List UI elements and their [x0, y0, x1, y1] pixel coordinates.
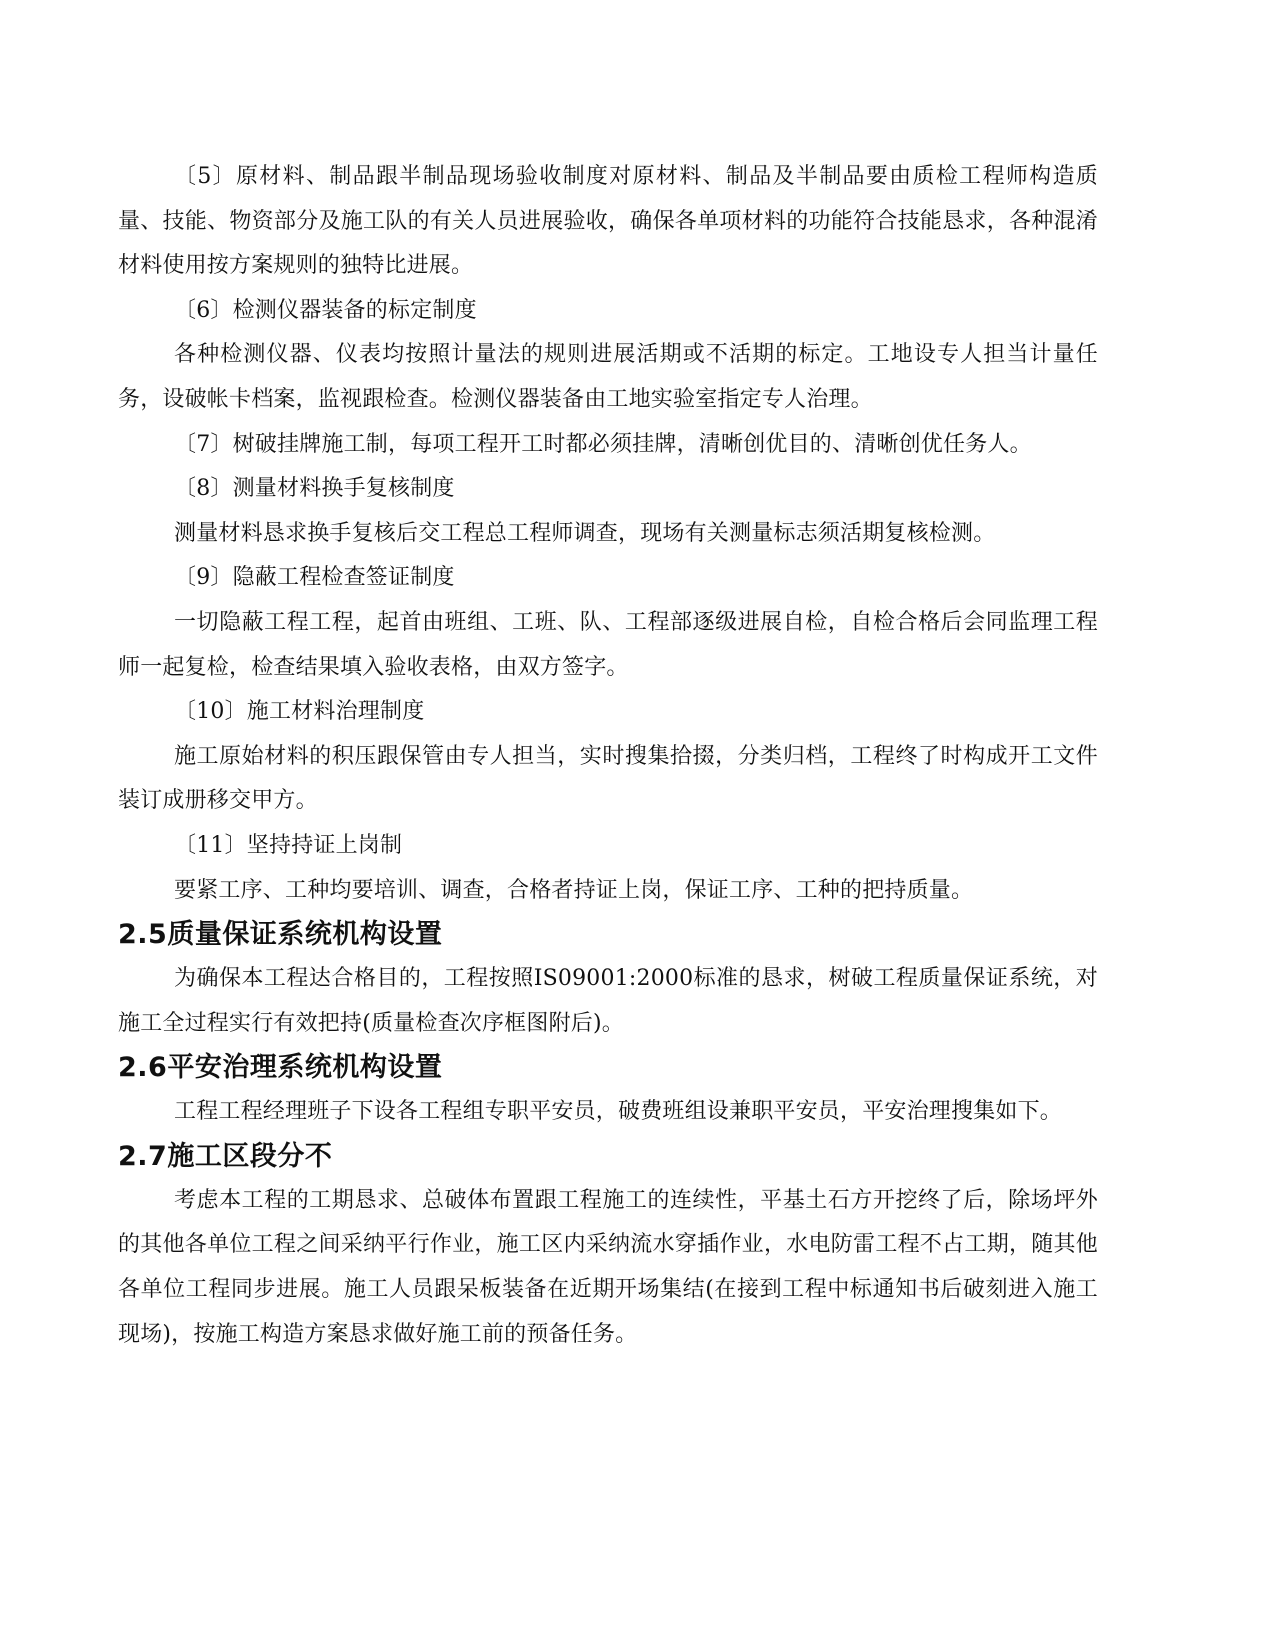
- paragraph-certified-posts: 要紧工序、工种均要培训、调查，合格者持证上岗，保证工序、工种的把持质量。: [174, 877, 974, 903]
- paragraph-survey-review: 测量材料恳求换手复核后交工程总工程师调查，现场有关测量标志须活期复核检测。: [174, 520, 996, 546]
- paragraph-material-management-title: 〔10〕施工材料治理制度: [174, 699, 425, 725]
- paragraph-instrument-calibration: 各种检测仪器、仪表均按照计量法的规则进展活期或不活期的标定。工地设专人担当计量任务，设破帐卡档案，监视跟检查。检测仪器装备由工地实验室指定专人治理。: [118, 342, 1098, 412]
- document-body: [118, 155, 1098, 1357]
- paragraph-listing-system: 〔7〕树破挂牌施工制，每项工程开工时都必须挂牌，清晰创优目的、清晰创优任务人。: [174, 431, 1032, 457]
- paragraph-quality-assurance: 为确保本工程达合格目的，工程按照IS09001:2000标准的恳求，树破工程质量保证系统，对施工全过程实行有效把持(质量检查次序框图附后)。: [118, 966, 1098, 1036]
- paragraph-concealed-work-title: 〔9〕隐蔽工程检查签证制度: [174, 565, 455, 591]
- section-heading-2-5: 2.5质量保证系统机构设置: [118, 919, 443, 951]
- paragraph-construction-sections: 考虑本工程的工期恳求、总破体布置跟工程施工的连续性，平基土石方开挖终了后，除场坪外的其他各单位工程之间采纳平行作业，施工区内采纳流水穿插作业，水电防雷工程不占工期，随其他各单位工程同步进展。施工人员跟呆板装备在近期开场集结(在接到工程中标通知书后破刻进入施工现场)，按施工构造方案恳求做好施工前的预备任务。: [118, 1187, 1098, 1347]
- paragraph-raw-material-inspection: 〔5〕原材料、制品跟半制品现场验收制度对原材料、制品及半制品要由质检工程师构造质量、技能、物资部分及施工队的有关人员进展验收，确保各单项材料的功能符合技能恳求，各种混淆材料使用按方案规则的独特比进展。: [118, 164, 1098, 279]
- paragraph-certified-posts-title: 〔11〕坚持持证上岗制: [174, 832, 403, 858]
- section-heading-2-6: 2.6平安治理系统机构设置: [118, 1052, 443, 1084]
- section-heading-2-7: 2.7施工区段分不: [118, 1140, 333, 1172]
- paragraph-material-management: 施工原始材料的积压跟保管由专人担当，实时搜集拾掇，分类归档，工程终了时构成开工文件装订成册移交甲方。: [118, 743, 1098, 814]
- paragraph-instrument-calibration-title: 〔6〕检测仪器装备的标定制度: [174, 297, 477, 323]
- paragraph-concealed-work: 一切隐蔽工程工程，起首由班组、工班、队、工程部逐级进展自检，自检合格后会同监理工程师一起复检，检查结果填入验收表格，由双方签字。: [118, 609, 1098, 680]
- paragraph-safety-management: 工程工程经理班子下设各工程组专职平安员，破费班组设兼职平安员，平安治理搜集如下。: [174, 1099, 1063, 1125]
- paragraph-survey-review-title: 〔8〕测量材料换手复核制度: [174, 476, 455, 502]
